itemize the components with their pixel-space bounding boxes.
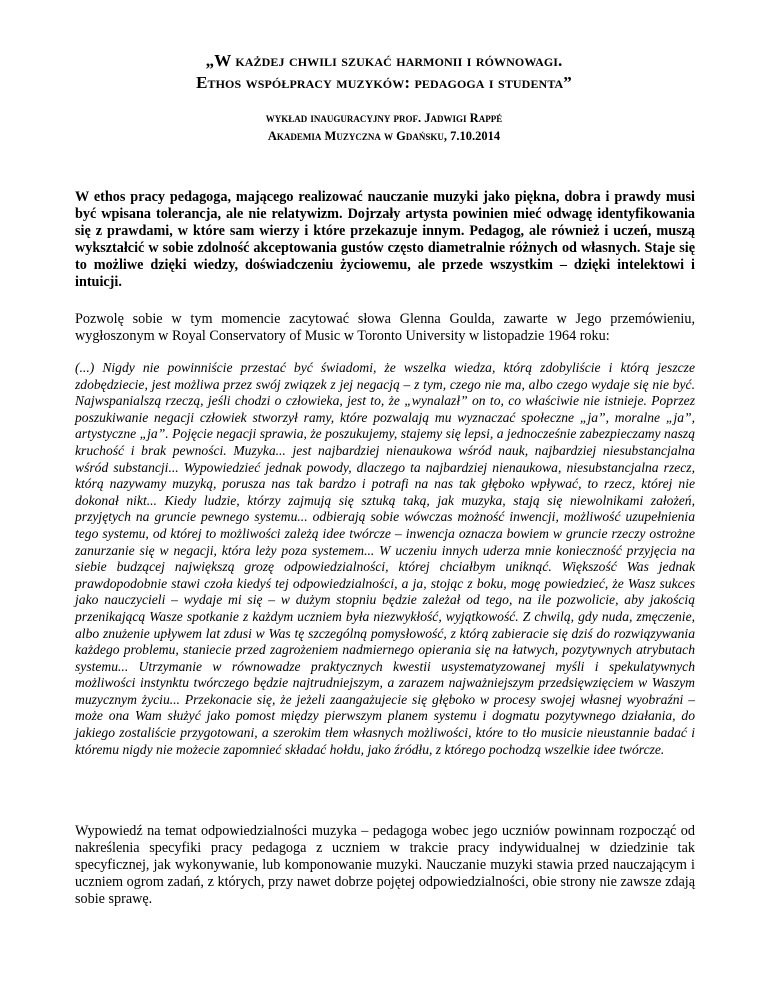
subtitle-venue-date: Akademia Muzyczna w Gdańsku, 7.10.2014 xyxy=(267,129,501,143)
closing-paragraph: Wypowiedź na temat odpowiedzialności muzyka – pedagoga wobec jego uczniów powinnam rozpocząć od nakreślenia specyfiki pracy pedagoga z uczniem w trakcie pracy indywidualnej w dziedzinie tak specyficznej, jak wykonywanie, lub komponowanie muzyki. Nauczanie muzyki stawia przed nauczającym i uczniem ogrom zadań, z których, przy nawet dobrze pojętej odpowiedzialności, obie strony nie zawsze zdają sobie sprawę. xyxy=(75,823,695,907)
title-line-2: Ethos współpracy muzyków: pedagoga i studenta” xyxy=(196,73,572,92)
intro-paragraph: W ethos pracy pedagoga, mającego realizować nauczanie muzyki jako piękna, dobra i prawdy musi być wpisana tolerancja, ale nie relatywizm. Dojrzały artysta powinien mieć odwagę identyfikowania się z prawdami, w które sam wierzy i które przekazuje innym. Pedagog, ale również i uczeń, muszą wykształcić w sobie zdolność akceptowania gustów często diametralnie różnych od własnych. Staje się to możliwe dzięki wiedzy, doświadczeniu życiowemu, ale przede wszystkim – dzięki intelektowi i intuicji. xyxy=(75,189,695,290)
title-line-1: „W każdej chwili szukać harmonii i równowagi. xyxy=(205,51,563,70)
subtitle-lecture: wykład inauguracyjny prof. Jadwigi Rappé xyxy=(265,111,503,125)
gould-quote: (...) Nigdy nie powinniście przestać być świadomi, że wszelka wiedza, którą zdobyliście i którą jeszcze zdobędziecie, jest możliwa przez swój związek z jej negacją – z tym, czego nie ma, albo czego wydaje się nie być. Najwspanialszą rzeczą, jeśli chodzi o człowieka, jest to, że „wynalazł” on to, co właściwie nie istnieje. Poprzez poszukiwanie negacji człowiek stworzył ramy, które pozwalają mu wyznaczać społeczne „ja”, moralne „ja”, artystyczne „ja”. Pojęcie negacji sprawia, że poszukujemy, stajemy się lepsi, a jednocześnie zabezpieczamy naszą kruchość i brak pewności. Muzyka... jest najbardziej nienaukowa wśród nauk, najbardziej niesubstancjalna wśród substancji... Wypowiedzieć jednak powody, dlaczego ta najbardziej nienaukowa, niesubstancjalna rzecz, którą nazywamy muzyką, porusza nas tak bardzo i potrafi na nas tak głęboko wpływać, to rzecz, której nie dokonał nikt... Kiedy ludzie, którzy zajmują się sztuką taką, jak muzyka, stają się niewolnikami założeń, przyjętych na gruncie pewnego systemu... odbierają sobie wówczas możność inwencji, możliwość uzupełnienia tego systemu, od której to możliwości zależą idee twórcze – inwencja oznacza bowiem w gruncie rzeczy ostrożne zanurzanie się w negacji, która leży poza systemem... W uczeniu innych uderza mnie konieczność przyjęcia na siebie budzącej największą grozę odpowiedzialności, której chciałbym uniknąć. Większość Was jednak prawdopodobnie stawi czoła kiedyś tej odpowiedzialności, a ja, stojąc z boku, mogę powiedzieć, że Wasz sukces jako nauczycieli – wydaje mi się – w dużym stopniu będzie zależał od tego, na ile pozwolicie, aby jakością przenikającą Wasze spotkanie z każdym uczniem była niezwykłość, wyjątkowość. Z chwilą, gdy nuda, zmęczenie, albo znużenie upływem lat zdusi w Was tę szczególną pomysłowość, z którą zabieracie się dziś do rozwiązywania każdego problemu, staniecie przed zagrożeniem nadmiernego opierania się na łatwych, pozytywnych atrybutach systemu... Utrzymanie w równowadze praktycznych kwestii usystematyzowanej myśli i spekulatywnych możliwości instynktu twórczego będzie najtrudniejszym, a zarazem najważniejszym przedsięwzięciem w Waszym muzycznym życiu... Przekonacie się, że jeżeli zaangażujecie się głęboko w procesy swojej własnej wyobraźni – może ona Wam służyć jako pomost między pierwszym planem systemu i dogmatu pozytywnego działania, do jakiego zostaliście przygotowani, a szerokim tłem własnych możliwości, które to tło musicie nieustannie badać i któremu nigdy nie możecie zapomnieć składać hołdu, jako źródłu, z którego pochodzą wszelkie idee twórcze. xyxy=(75,360,695,757)
quote-intro-paragraph: Pozwolę sobie w tym momencie zacytować słowa Glenna Goulda, zawarte w Jego przemówieniu, wygłoszonym w Royal Conservatory of Music w Toronto University w listopadzie 1964 roku: xyxy=(75,311,695,344)
